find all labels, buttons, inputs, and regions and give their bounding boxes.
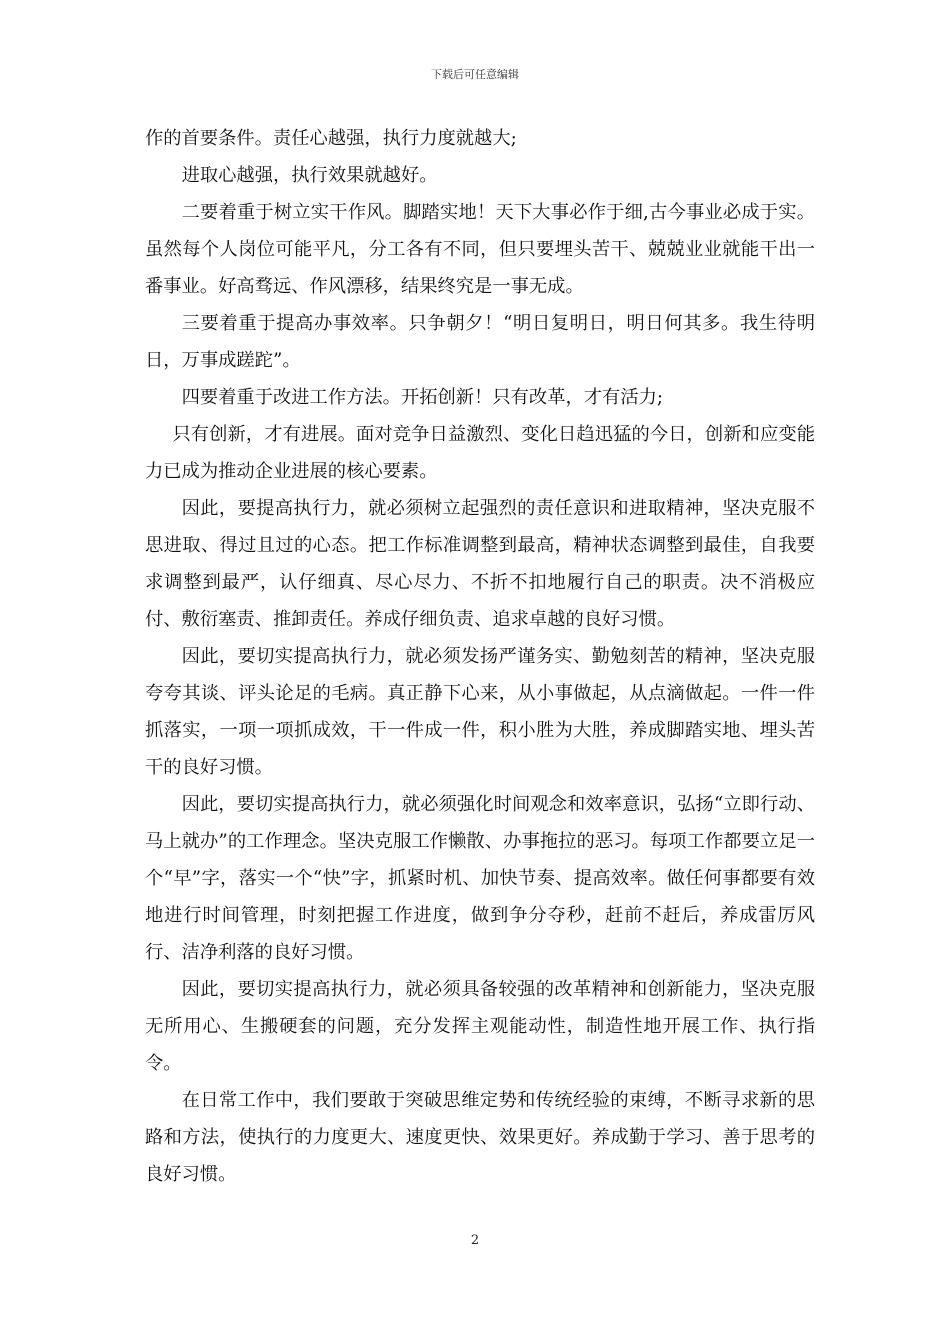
paragraph: 三要着重于提高办事效率。只争朝夕！“明日复明日，明日何其多。我生待明日，万事成蹉跎”。 xyxy=(145,313,815,371)
paragraph: 因此，要切实提高执行力，就必须发扬严谨务实、勤勉刻苦的精神，坚决克服夸夸其谈、评头论足的毛病。真正静下心来，从小事做起，从点滴做起。一件一件抓落实，一项一项抓成效，干一件成一件，积小胜为大胜，养成脚踏实地、埋头苦干的良好习惯。 xyxy=(145,646,815,778)
page-header: 下载后可任意编辑 xyxy=(431,68,519,81)
paragraph: 进取心越强，执行效果就越好。 xyxy=(181,165,438,186)
paragraph: 因此，要提高执行力，就必须树立起强烈的责任意识和进取精神，坚决克服不思进取、得过且过的心态。把工作标准调整到最高，精神状态调整到最佳，自我要求调整到最严，认仔细真、尽心尽力、不折不扣地履行自己的职责。决不消极应付、敷衍塞责、推卸责任。养成仔细负责、追求卓越的良好习惯。 xyxy=(145,498,815,630)
paragraph: 二要着重于树立实干作风。脚踏实地！天下大事必作于细,古今事业必成于实。虽然每个人岗位可能平凡，分工各有不同，但只要埋头苦干、兢兢业业就能干出一番事业。好高骛远、作风漂移，结果终究是一事无成。 xyxy=(145,202,815,297)
paragraph: 因此，要切实提高执行力，就必须具备较强的改革精神和创新能力，坚决克服无所用心、生搬硬套的问题，充分发挥主观能动性，制造性地开展工作、执行指令。 xyxy=(145,979,815,1074)
paragraph: 在日常工作中，我们要敢于突破思维定势和传统经验的束缚，不断寻求新的思路和方法，使执行的力度更大、速度更快、效果更好。养成勤于学习、善于思考的良好习惯。 xyxy=(145,1090,815,1185)
paragraph-continuation: 作的首要条件。责任心越强，执行力度就越大; xyxy=(145,128,517,149)
paragraph: 只有创新，才有进展。面对竞争日益激烈、变化日趋迅猛的今日，创新和应变能力已成为推动企业进展的核心要素。 xyxy=(145,424,815,482)
page-number: 2 xyxy=(470,1233,480,1248)
paragraph: 因此，要切实提高执行力，就必须强化时间观念和效率意识，弘扬“立即行动、马上就办”的工作理念。坚决克服工作懒散、办事拖拉的恶习。每项工作都要立足一个“早”字，落实一个“快”字，抓紧时机、加快节奏、提高效率。做任何事都要有效地进行时间管理，时刻把握工作进度，做到争分夺秒，赶前不赶后，养成雷厉风行、洁净利落的良好习惯。 xyxy=(145,794,815,963)
paragraph: 四要着重于改进工作方法。开拓创新！只有改革，才有活力; xyxy=(181,387,664,408)
document-body xyxy=(145,120,815,1193)
